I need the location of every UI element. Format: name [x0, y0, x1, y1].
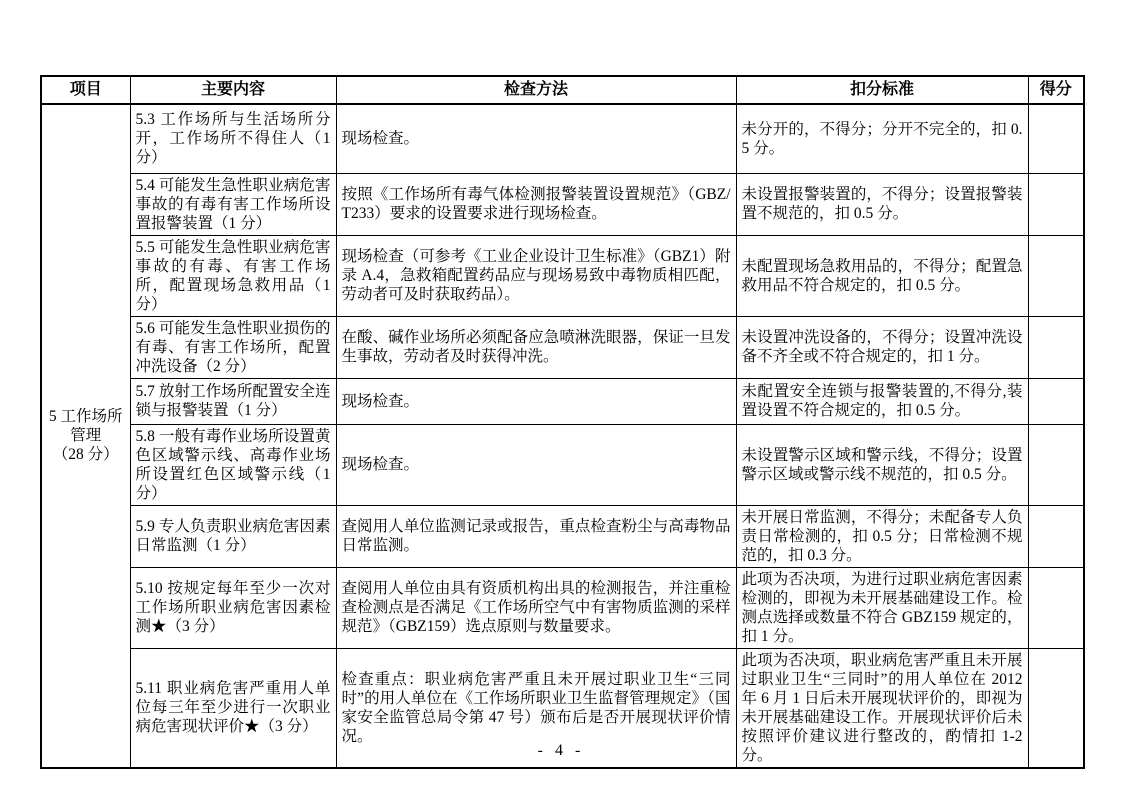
- deduction-cell: 未设置警示区域和警示线，不得分；设置警示区域或警示线不规范的，扣 0.5 分。: [736, 424, 1028, 505]
- score-cell: [1028, 424, 1084, 505]
- method-cell: 现场检查。: [336, 378, 736, 424]
- method-cell: 现场检查。: [336, 424, 736, 505]
- content-cell: 5.9 专人负责职业病危害因素日常监测（1 分）: [130, 505, 336, 567]
- content-cell: 5.4 可能发生急性职业病危害事故的有毒有害工作场所设置报警装置（1 分）: [130, 173, 336, 235]
- table-row-5-6: [41, 316, 1084, 378]
- content-cell: 5.5 可能发生急性职业病危害事故的有毒、有害工作场所，配置现场急救用品（1 分）: [130, 235, 336, 316]
- table-row-5-10: [41, 567, 1084, 648]
- content-cell: 5.6 可能发生急性职业损伤的有毒、有害工作场所，配置冲洗设备（2 分）: [130, 316, 336, 378]
- method-cell: 按照《工作场所有毒气体检测报警装置设置规范》（GBZ/T233）要求的设置要求进行现场检查。: [336, 173, 736, 235]
- page-number: - 4 -: [537, 742, 585, 759]
- score-cell: [1028, 235, 1084, 316]
- deduction-cell: 此项为否决项，职业病危害严重且未开展过职业卫生“三同时”的用人单位在 2012 年 6 月 1 日后未开展现状评价的，即视为未开展基础建设工作。开展现状评价后未按照评价建议进行整改的，酌情扣 1-2 分。: [736, 648, 1028, 768]
- score-cell: [1028, 378, 1084, 424]
- content-cell: 5.10 按规定每年至少一次对工作场所职业病危害因素检测★（3 分）: [130, 567, 336, 648]
- table-row-5-7: [41, 378, 1084, 424]
- method-cell: 在酸、碱作业场所必须配备应急喷淋洗眼器，保证一旦发生事故，劳动者及时获得冲洗。: [336, 316, 736, 378]
- content-cell: 5.11 职业病危害严重用人单位每三年至少进行一次职业病危害现状评价★（3 分）: [130, 648, 336, 768]
- content-cell: 5.7 放射工作场所配置安全连锁与报警装置（1 分）: [130, 378, 336, 424]
- table-row-5-8: [41, 424, 1084, 505]
- deduction-cell: 未分开的，不得分；分开不完全的，扣 0.5 分。: [736, 104, 1028, 173]
- deduction-cell: 未设置冲洗设备的，不得分；设置冲洗设备不齐全或不符合规定的，扣 1 分。: [736, 316, 1028, 378]
- header-item: 项目: [41, 76, 130, 104]
- method-cell: 查阅用人单位由具有资质机构出具的检测报告，并注重检查检测点是否满足《工作场所空气中有害物质监测的采样规范》（GBZ159）选点原则与数量要求。: [336, 567, 736, 648]
- category-line: （28 分）: [52, 446, 119, 464]
- header-check-method: 检查方法: [336, 76, 736, 104]
- method-cell: 查阅用人单位监测记录或报告，重点检查粉尘与高毒物品日常监测。: [336, 505, 736, 567]
- header-main-content: 主要内容: [130, 76, 336, 104]
- score-cell: [1028, 104, 1084, 173]
- deduction-cell: 未配置安全连锁与报警装置的,不得分,装置设置不符合规定的，扣 0.5 分。: [736, 378, 1028, 424]
- deduction-cell: 未设置报警装置的，不得分；设置报警装置不规范的，扣 0.5 分。: [736, 173, 1028, 235]
- category-line: 5 工作场所: [48, 408, 123, 426]
- deduction-cell: 未开展日常监测，不得分；未配备专人负责日常检测的，扣 0.5 分；日常检测不规范的，扣 0.3 分。: [736, 505, 1028, 567]
- method-cell: 检查重点：职业病危害严重且未开展过职业卫生“三同时”的用人单位在《工作场所职业卫生监督管理规定》（国家安全监管总局令第 47 号）颁布后是否开展现状评价情况。: [336, 648, 736, 768]
- inspection-scoring-table: [40, 75, 1085, 769]
- category-line: 管理: [70, 427, 102, 445]
- table-row-5-5: [41, 235, 1084, 316]
- table-row-5-3: [41, 104, 1084, 173]
- header-deduction-standard: 扣分标准: [736, 76, 1028, 104]
- score-cell: [1028, 173, 1084, 235]
- table-row-5-4: [41, 173, 1084, 235]
- table-row-5-9: [41, 505, 1084, 567]
- content-cell: 5.3 工作场所与生活场所分开，工作场所不得住人（1 分）: [130, 104, 336, 173]
- score-cell: [1028, 505, 1084, 567]
- deduction-cell: 此项为否决项，为进行过职业病危害因素检测的，即视为未开展基础建设工作。检测点选择或数量不符合 GBZ159 规定的，扣 1 分。: [736, 567, 1028, 648]
- deduction-cell: 未配置现场急救用品的，不得分；配置急救用品不符合规定的，扣 0.5 分。: [736, 235, 1028, 316]
- content-cell: 5.8 一般有毒作业场所设置黄色区域警示线、高毒作业场所设置红色区域警示线（1 分）: [130, 424, 336, 505]
- category-cell: [41, 104, 130, 768]
- score-cell: [1028, 567, 1084, 648]
- header-score: 得分: [1028, 76, 1084, 104]
- method-cell: 现场检查（可参考《工业企业设计卫生标准》（GBZ1）附录 A.4，急救箱配置药品应与现场易致中毒物质相匹配，劳动者可及时获取药品）。: [336, 235, 736, 316]
- table-header-row: [41, 76, 1084, 104]
- method-cell: 现场检查。: [336, 104, 736, 173]
- score-cell: [1028, 316, 1084, 378]
